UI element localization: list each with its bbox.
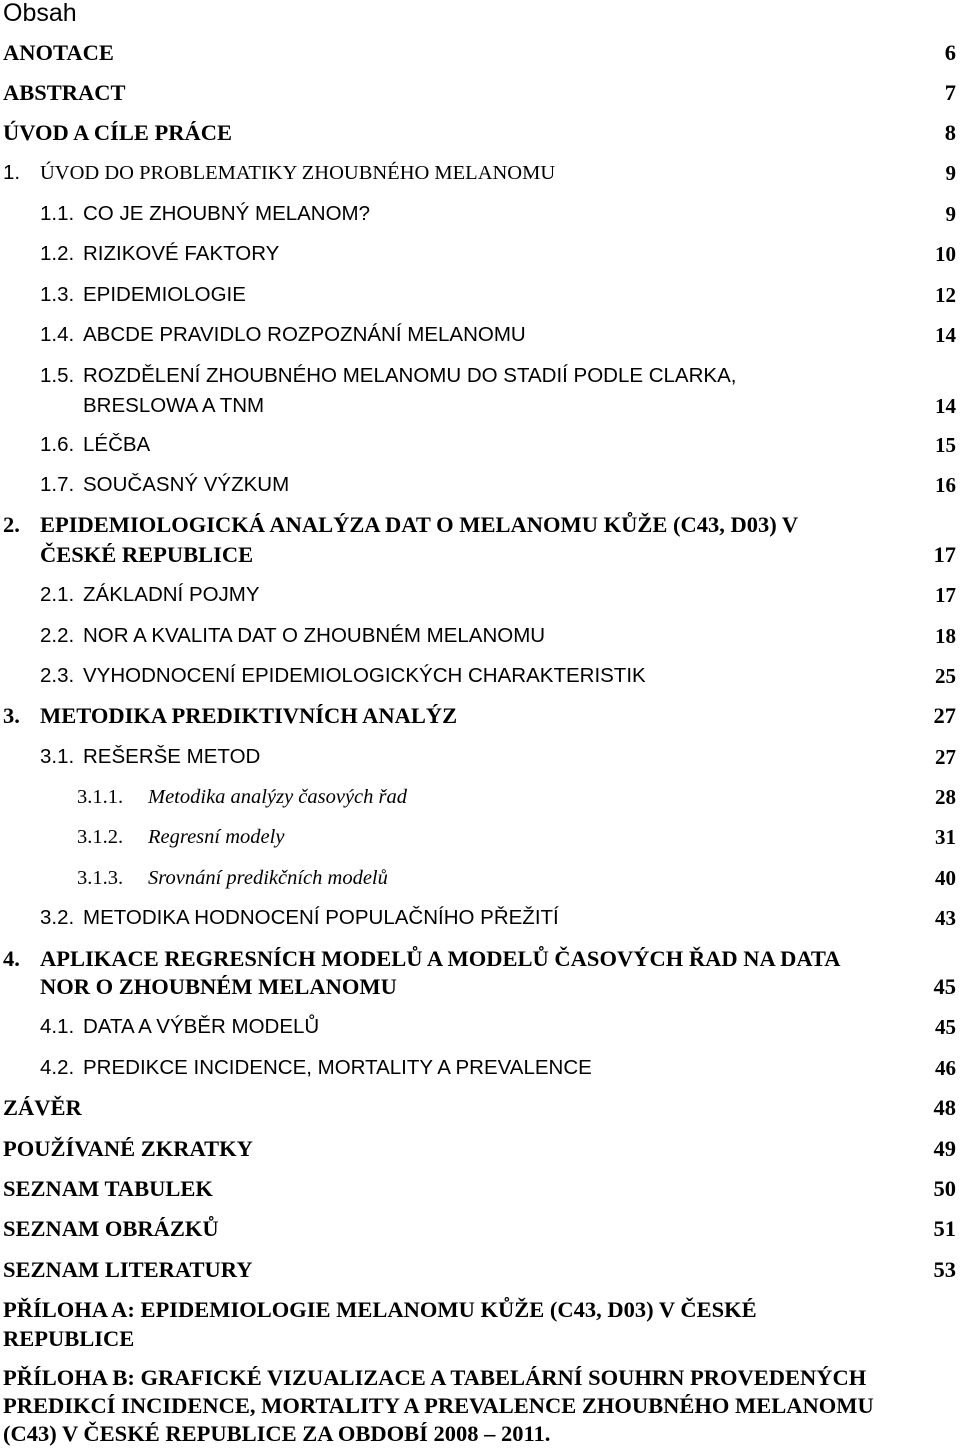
toc-entry-page: 40	[935, 866, 956, 890]
toc-entry-title: VYHODNOCENÍ EPIDEMIOLOGICKÝCH CHARAKTERISTIK	[83, 664, 646, 687]
toc-entry-page: 12	[935, 283, 956, 307]
toc-entry-title: EPIDEMIOLOGIE	[83, 283, 246, 306]
toc-entry-page: 51	[933, 1216, 956, 1241]
toc-entry-title-continued: BRESLOWA A TNM	[83, 394, 265, 417]
toc-entry-page: 14	[935, 323, 956, 347]
toc-entry-title: SEZNAM OBRÁZKŮ	[3, 1216, 219, 1241]
toc-entry-number: 3.2.	[40, 906, 75, 929]
toc-entry-title: PŘÍLOHA B: GRAFICKÉ VIZUALIZACE A TABELÁRNÍ SOUHRN PROVEDENÝCH	[3, 1365, 867, 1390]
toc-entry-page: 45	[933, 974, 956, 999]
toc-entry-title: SOUČASNÝ VÝZKUM	[83, 473, 290, 496]
toc-entry-chapter-4[interactable]	[0, 944, 960, 1004]
toc-entry-number: 1.5.	[40, 364, 75, 387]
toc-entry-number: 3.1.	[40, 745, 75, 768]
toc-entry-number: 1.4.	[40, 323, 75, 346]
toc-entry-priloha-a[interactable]	[0, 1295, 960, 1355]
toc-entry-number: 4.1.	[40, 1015, 75, 1038]
toc-entry-title: ZÁKLADNÍ POJMY	[83, 583, 260, 606]
toc-entry-page: 31	[935, 825, 956, 849]
toc-entry-title: CO JE ZHOUBNÝ MELANOM?	[83, 202, 371, 225]
toc-entry-number: 2.	[3, 512, 20, 537]
toc-entry-number: 1.7.	[40, 473, 75, 496]
toc-entry-page: 17	[935, 583, 956, 607]
toc-entry-page: 43	[935, 906, 956, 930]
toc-entry-page: 45	[935, 1015, 956, 1039]
toc-entry-page: 15	[935, 433, 956, 457]
toc-entry-number: 2.1.	[40, 583, 75, 606]
toc-entry-title-continued: ČESKÉ REPUBLICE	[40, 542, 254, 567]
toc-entry-title: Metodika analýzy časových řad	[148, 786, 408, 808]
toc-entry-title-continued: REPUBLICE	[3, 1326, 135, 1351]
toc-entry-page: 48	[933, 1095, 956, 1120]
toc-entry-title-continued: NOR O ZHOUBNÉM MELANOMU	[40, 974, 397, 999]
toc-entry-number: 1.6.	[40, 433, 75, 456]
toc-entry-title: LÉČBA	[83, 433, 151, 456]
page-title: Obsah	[3, 0, 77, 27]
toc-entry-page: 8	[944, 120, 956, 145]
toc-entry-page: 16	[935, 473, 956, 497]
toc-entry-title: REŠERŠE METOD	[83, 745, 261, 768]
toc-entry-page: 25	[935, 664, 956, 688]
toc-entry-title: ROZDĚLENÍ ZHOUBNÉHO MELANOMU DO STADIÍ PODLE CLARKA,	[83, 364, 737, 387]
toc-entry-page: 17	[933, 542, 956, 567]
toc-entry-page: 46	[935, 1056, 956, 1080]
toc-entry-page: 9	[945, 161, 956, 185]
toc-entry-page: 27	[933, 703, 956, 728]
toc-entry-title: Regresní modely	[148, 826, 285, 848]
toc-entry-title: PREDIKCE INCIDENCE, MORTALITY A PREVALENCE	[83, 1056, 592, 1079]
toc-entry-title: POUŽÍVANÉ ZKRATKY	[3, 1136, 253, 1161]
toc-entry-title: SEZNAM LITERATURY	[3, 1257, 253, 1282]
toc-entry-page: 6	[944, 40, 956, 65]
toc-entry-number: 2.3.	[40, 664, 75, 687]
toc-entry-title: ZÁVĚR	[3, 1095, 82, 1120]
toc-entry-priloha-b[interactable]	[0, 1363, 960, 1453]
toc-entry-page: 18	[935, 624, 956, 648]
toc-entry-title: RIZIKOVÉ FAKTORY	[83, 242, 280, 265]
toc-entry-title: ABSTRACT	[3, 80, 126, 105]
toc-entry-number: 1.	[3, 161, 21, 184]
toc-entry-title: ABCDE PRAVIDLO ROZPOZNÁNÍ MELANOMU	[83, 323, 526, 346]
toc-entry-page: 7	[944, 80, 956, 105]
toc-entry-number: 4.2.	[40, 1056, 75, 1079]
toc-entry-number: 1.2.	[40, 242, 75, 265]
toc-entry-number: 4.	[3, 946, 20, 971]
toc-entry-page: 27	[935, 745, 956, 769]
toc-entry-number: 3.1.1.	[77, 786, 124, 808]
toc-entry-number: 2.2.	[40, 624, 75, 647]
toc-entry-number: 3.	[3, 703, 20, 728]
toc-entry-title: ANOTACE	[3, 40, 114, 65]
toc-entry-title: APLIKACE REGRESNÍCH MODELŮ A MODELŮ ČASOVÝCH ŘAD NA DATA	[40, 946, 841, 971]
toc-entry-title: Srovnání predikčních modelů	[148, 867, 388, 889]
toc-entry-page: 53	[933, 1257, 956, 1282]
toc-entry-page: 49	[933, 1136, 956, 1161]
toc-entry-title: PŘÍLOHA A: EPIDEMIOLOGIE MELANOMU KŮŽE (C43, D03) V ČESKÉ	[3, 1297, 757, 1322]
toc-entry-title: SEZNAM TABULEK	[3, 1176, 213, 1201]
toc-entry-number: 3.1.3.	[77, 867, 124, 889]
toc-entry-title: METODIKA HODNOCENÍ POPULAČNÍHO PŘEŽITÍ	[83, 906, 559, 929]
toc-entry-number: 1.3.	[40, 283, 75, 306]
toc-entry-page: 9	[945, 202, 956, 226]
toc-entry-title-continued: PREDIKCÍ INCIDENCE, MORTALITY A PREVALENCE ZHOUBNÉHO MELANOMU	[3, 1393, 874, 1418]
toc-entry-title: EPIDEMIOLOGICKÁ ANALÝZA DAT O MELANOMU KŮŽE (C43, D03) V	[40, 512, 799, 537]
toc-entry-1-5[interactable]	[0, 361, 960, 421]
toc-entry-page: 50	[933, 1176, 956, 1201]
toc-entry-title: NOR A KVALITA DAT O ZHOUBNÉM MELANOMU	[83, 624, 546, 647]
toc-entry-title: ÚVOD A CÍLE PRÁCE	[3, 120, 232, 145]
toc-entry-chapter-2[interactable]	[0, 510, 960, 570]
toc-entry-page: 10	[935, 242, 956, 266]
toc-entry-title: METODIKA PREDIKTIVNÍCH ANALÝZ	[40, 703, 458, 728]
toc-entry-page: 14	[935, 394, 956, 418]
toc-entry-number: 1.1.	[40, 202, 75, 225]
toc-entry-title: DATA A VÝBĚR MODELŮ	[83, 1015, 320, 1038]
toc-entry-page: 28	[935, 785, 956, 809]
toc-entry-title: ÚVOD DO PROBLEMATIKY ZHOUBNÉHO MELANOMU	[40, 162, 556, 184]
toc-entry-number: 3.1.2.	[77, 826, 124, 848]
toc-entry-title-continued: (C43) V ČESKÉ REPUBLICE ZA OBDOBÍ 2008 – 2011.	[3, 1421, 551, 1446]
